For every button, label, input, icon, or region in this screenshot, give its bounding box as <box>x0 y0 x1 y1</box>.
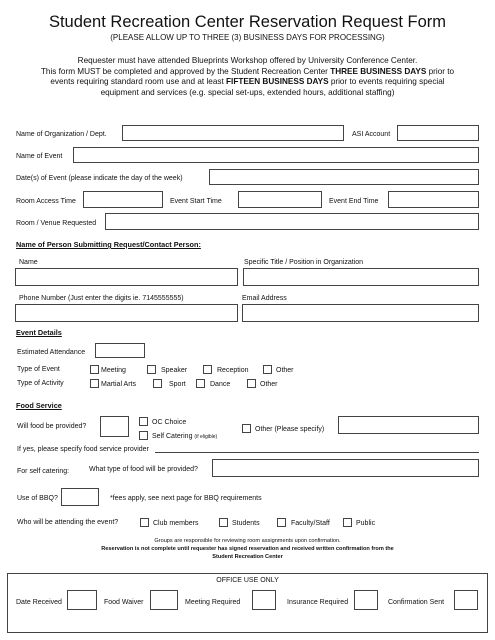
students-label: Students <box>232 520 260 527</box>
speaker-option-label: Speaker <box>161 367 188 374</box>
food-waiver-label: Food Waiver <box>104 599 144 606</box>
attendance-field[interactable] <box>95 343 145 358</box>
event-dates-label: Date(s) of Event (please indicate the day of the week) <box>16 175 183 182</box>
contact-name-field[interactable] <box>15 268 238 286</box>
students-checkbox[interactable] <box>219 518 228 527</box>
insurance-required-field[interactable] <box>354 590 378 610</box>
contact-title-field[interactable] <box>243 268 479 286</box>
event-end-field[interactable] <box>388 191 479 208</box>
food-provider-line[interactable] <box>155 452 479 453</box>
food-other-field[interactable] <box>338 416 479 434</box>
martial-arts-checkbox[interactable] <box>90 379 99 388</box>
food-provided-label: Will food be provided? <box>17 423 87 430</box>
contact-heading: Name of Person Submitting Request/Contact Person: <box>16 240 201 249</box>
room-access-label: Room Access Time <box>16 198 76 205</box>
dance-checkbox[interactable] <box>196 379 205 388</box>
intro-line-2-end: prior to <box>426 66 455 76</box>
reception-checkbox[interactable] <box>203 365 212 374</box>
food-provided-field[interactable] <box>100 416 129 437</box>
date-received-field[interactable] <box>67 590 97 610</box>
org-field[interactable] <box>122 125 344 141</box>
reception-option-label: Reception <box>217 367 249 374</box>
martial-arts-option-label: Martial Arts <box>101 381 137 388</box>
attending-label: Who will be attending the event? <box>17 519 119 526</box>
oc-choice-checkbox[interactable] <box>139 417 148 426</box>
intro-line-2-text: This form MUST be completed and approved by the Student Recreation Center <box>40 66 331 76</box>
venue-label: Room / Venue Requested <box>16 220 97 227</box>
self-catering-text: Self Catering <box>152 433 193 440</box>
type-of-event-label: Type of Event <box>17 366 60 373</box>
sport-option-label: Sport <box>169 381 186 388</box>
org-label: Name of Organization / Dept. <box>16 131 107 138</box>
dance-option-label: Dance <box>210 381 231 388</box>
event-other-option-label: Other <box>276 367 294 374</box>
intro-line-3-bold: FIFTEEN BUSINESS DAYS <box>226 77 329 87</box>
event-dates-field[interactable] <box>209 169 479 185</box>
public-checkbox[interactable] <box>343 518 352 527</box>
event-details-heading: Event Details <box>16 328 62 337</box>
intro-line-1: Requester must have attended Blueprints Workshop offered by University Conference Center. <box>77 56 418 65</box>
food-type-field[interactable] <box>212 459 479 477</box>
date-received-label: Date Received <box>16 599 62 606</box>
food-other-label: Other (Please specify) <box>255 426 325 433</box>
intro-line-2 <box>10 67 485 78</box>
activity-other-option-label: Other <box>260 381 278 388</box>
faculty-staff-checkbox[interactable] <box>277 518 286 527</box>
venue-field[interactable] <box>105 213 479 230</box>
meeting-option-label: Meeting <box>101 367 126 374</box>
reservation-note-line-2: Student Recreation Center <box>212 554 283 560</box>
meeting-required-label: Meeting Required <box>185 599 241 606</box>
phone-field[interactable] <box>15 304 238 322</box>
food-service-heading: Food Service <box>16 401 62 410</box>
food-waiver-field[interactable] <box>150 590 178 610</box>
form-title: Student Recreation Center Reservation Request Form <box>48 13 447 31</box>
activity-other-checkbox[interactable] <box>247 379 256 388</box>
intro-line-2-bold: THREE BUSINESS DAYS <box>330 66 427 76</box>
room-assignment-note: Groups are responsible for reviewing room assignments upon confirmation. <box>154 538 341 544</box>
type-of-activity-label: Type of Activity <box>17 380 64 387</box>
food-type-label: What type of food will be provided? <box>89 466 198 473</box>
food-provider-label: If yes, please specify food service provider <box>17 446 149 453</box>
speaker-checkbox[interactable] <box>147 365 156 374</box>
event-other-checkbox[interactable] <box>263 365 272 374</box>
office-use-heading: OFFICE USE ONLY <box>216 577 279 584</box>
if-eligible-note: (if eligible) <box>194 434 218 440</box>
sport-checkbox[interactable] <box>153 379 162 388</box>
intro-line-3 <box>10 77 485 88</box>
public-label: Public <box>356 520 376 527</box>
event-name-label: Name of Event <box>16 153 63 160</box>
phone-label: Phone Number (Just enter the digits ie. 7145555555) <box>19 295 184 302</box>
oc-choice-label: OC Choice <box>152 419 187 426</box>
meeting-checkbox[interactable] <box>90 365 99 374</box>
email-field[interactable] <box>242 304 479 322</box>
event-start-label: Event Start Time <box>170 198 222 205</box>
confirmation-sent-field[interactable] <box>454 590 478 610</box>
club-members-label: Club members <box>153 520 199 527</box>
event-start-field[interactable] <box>238 191 322 208</box>
confirmation-sent-label: Confirmation Sent <box>388 599 445 606</box>
reservation-note: Reservation is not complete until requester has signed reservation and received written confirmation from the <box>101 546 394 552</box>
self-catering-label <box>152 432 217 442</box>
food-other-checkbox[interactable] <box>242 424 251 433</box>
contact-name-label: Name <box>19 259 38 266</box>
bbq-field[interactable] <box>61 488 99 506</box>
bbq-note: *fees apply, see next page for BBQ requirements <box>110 495 262 502</box>
intro-line-4: equipment and services (e.g. special set-ups, extended hours, additional staffing) <box>100 87 395 97</box>
self-catering-checkbox[interactable] <box>139 431 148 440</box>
event-end-label: Event End Time <box>329 198 379 205</box>
insurance-required-label: Insurance Required <box>287 599 349 606</box>
asi-account-label: ASI Account <box>352 131 391 138</box>
form-subtitle: (PLEASE ALLOW UP TO THREE (3) BUSINESS DAYS FOR PROCESSING) <box>110 33 385 42</box>
intro-line-3-text: events requiring standard room use and at least <box>50 77 227 87</box>
self-catering-question-label: For self catering: <box>17 468 70 475</box>
contact-title-label: Specific Title / Position in Organization <box>244 259 364 266</box>
bbq-label: Use of BBQ? <box>17 495 58 502</box>
faculty-staff-label: Faculty/Staff <box>291 520 330 527</box>
intro-line-3-end: prior to events requiring special <box>328 77 445 87</box>
event-name-field[interactable] <box>73 147 479 163</box>
attendance-label: Estimated Attendance <box>17 349 86 356</box>
club-members-checkbox[interactable] <box>140 518 149 527</box>
meeting-required-field[interactable] <box>252 590 276 610</box>
room-access-field[interactable] <box>83 191 163 208</box>
intro-text <box>10 56 485 98</box>
asi-account-field[interactable] <box>397 125 479 141</box>
email-label: Email Address <box>242 295 287 302</box>
